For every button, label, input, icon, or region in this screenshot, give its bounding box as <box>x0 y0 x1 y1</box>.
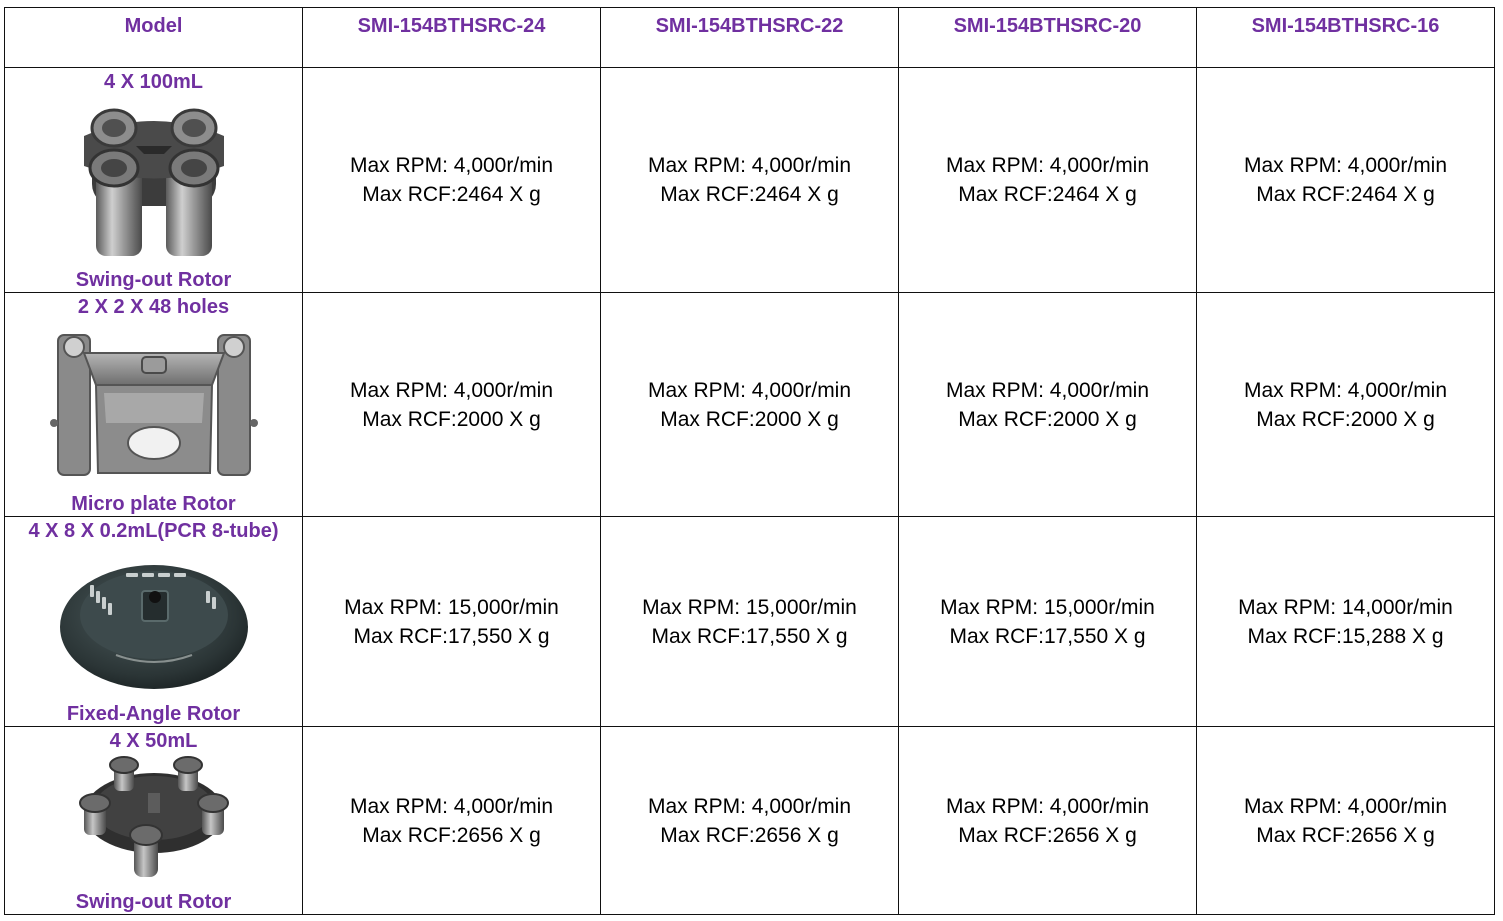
spec-cell <box>1197 727 1495 915</box>
max-rcf: Max RCF:2464 X g <box>1256 183 1435 206</box>
rotor-capacity: 4 X 50mL <box>109 730 198 752</box>
rotor-type: Swing-out Rotor <box>75 891 232 913</box>
spec-cell <box>601 68 899 293</box>
header-model-20: SMI-154BTHSRC-20 <box>899 8 1197 68</box>
max-rcf: Max RCF:17,550 X g <box>949 624 1146 648</box>
header-model-16: SMI-154BTHSRC-16 <box>1197 8 1495 68</box>
rotor-spec-table <box>4 7 1495 915</box>
max-rcf: Max RCF:17,550 X g <box>651 624 848 648</box>
table-row <box>5 68 1495 293</box>
spec-cell <box>601 293 899 517</box>
max-rcf: Max RCF:17,550 X g <box>353 624 550 648</box>
spec-cell <box>601 517 899 727</box>
max-rpm: Max RPM: 4,000r/min <box>945 378 1150 402</box>
spec-cell <box>303 727 601 915</box>
max-rcf: Max RCF:2000 X g <box>958 407 1137 431</box>
header-model-label: Model <box>5 8 303 68</box>
header-row <box>5 8 1495 68</box>
max-rcf: Max RCF:2656 X g <box>1256 823 1435 847</box>
max-rpm: Max RPM: 4,000r/min <box>647 794 852 818</box>
rotor-cell <box>5 68 303 293</box>
spec-cell <box>899 727 1197 915</box>
max-rpm: Max RPM: 14,000r/min <box>1238 595 1453 619</box>
max-rpm: Max RPM: 4,000r/min <box>945 794 1150 818</box>
spec-cell <box>899 517 1197 727</box>
max-rcf: Max RCF:2656 X g <box>362 823 541 847</box>
spec-cell <box>1197 517 1495 727</box>
max-rcf: Max RCF:2656 X g <box>958 823 1137 847</box>
fixed-angle-rotor-icon <box>56 551 252 691</box>
rotor-capacity: 4 X 8 X 0.2mL(PCR 8-tube) <box>28 520 279 542</box>
swing-out-rotor-50ml-icon <box>74 753 234 883</box>
rotor-type: Fixed-Angle Rotor <box>66 703 241 725</box>
rotor-capacity: 4 X 100mL <box>104 71 203 93</box>
spec-cell <box>899 293 1197 517</box>
spec-cell <box>303 517 601 727</box>
max-rcf: Max RCF:2656 X g <box>660 823 839 847</box>
header-model-24: SMI-154BTHSRC-24 <box>303 8 601 68</box>
spec-cell <box>303 293 601 517</box>
rotor-cell <box>5 293 303 517</box>
max-rcf: Max RCF:2464 X g <box>660 183 839 206</box>
max-rpm: Max RPM: 4,000r/min <box>1243 378 1448 402</box>
spec-cell <box>303 68 601 293</box>
spec-cell <box>899 68 1197 293</box>
swing-out-rotor-100ml-icon <box>74 96 234 264</box>
max-rpm: Max RPM: 4,000r/min <box>945 154 1150 177</box>
rotor-capacity: 2 X 2 X 48 holes <box>77 296 230 318</box>
table-row <box>5 517 1495 727</box>
micro-plate-rotor-icon <box>44 323 264 485</box>
max-rpm: Max RPM: 4,000r/min <box>1243 794 1448 818</box>
spec-cell <box>1197 68 1495 293</box>
rotor-cell <box>5 517 303 727</box>
max-rcf: Max RCF:2000 X g <box>362 407 541 431</box>
max-rpm: Max RPM: 4,000r/min <box>349 794 554 818</box>
max-rpm: Max RPM: 4,000r/min <box>349 378 554 402</box>
max-rpm: Max RPM: 15,000r/min <box>642 595 857 619</box>
max-rpm: Max RPM: 4,000r/min <box>647 154 852 177</box>
max-rpm: Max RPM: 4,000r/min <box>647 378 852 402</box>
max-rpm: Max RPM: 4,000r/min <box>1243 154 1448 177</box>
header-model-22: SMI-154BTHSRC-22 <box>601 8 899 68</box>
spec-cell <box>1197 293 1495 517</box>
max-rpm: Max RPM: 15,000r/min <box>940 595 1155 619</box>
rotor-type: Micro plate Rotor <box>71 493 236 515</box>
max-rpm: Max RPM: 4,000r/min <box>349 154 554 177</box>
max-rcf: Max RCF:2464 X g <box>362 183 541 206</box>
table-row <box>5 727 1495 915</box>
max-rpm: Max RPM: 15,000r/min <box>344 595 559 619</box>
table-row <box>5 293 1495 517</box>
rotor-type: Swing-out Rotor <box>75 269 232 291</box>
max-rcf: Max RCF:2000 X g <box>1256 407 1435 431</box>
spec-cell <box>601 727 899 915</box>
rotor-cell <box>5 727 303 915</box>
max-rcf: Max RCF:2464 X g <box>958 183 1137 206</box>
max-rcf: Max RCF:2000 X g <box>660 407 839 431</box>
max-rcf: Max RCF:15,288 X g <box>1247 624 1444 648</box>
